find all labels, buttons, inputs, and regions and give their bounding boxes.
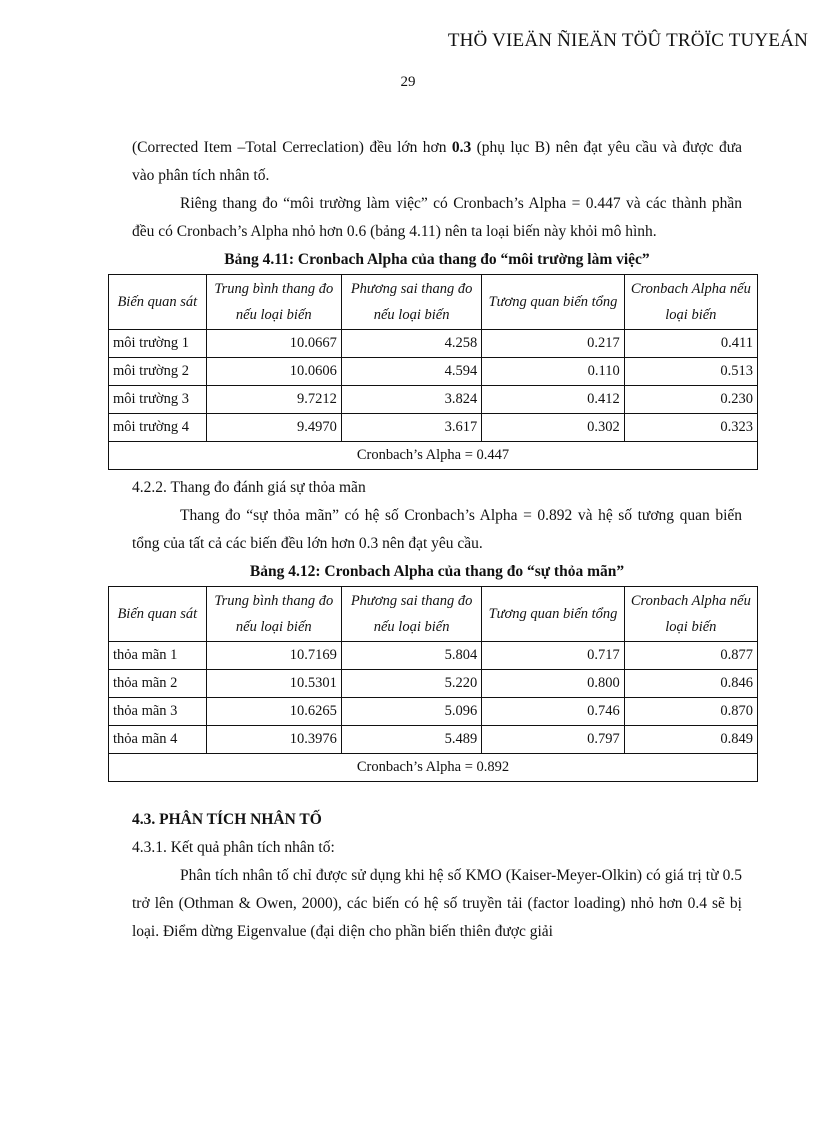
table-row: thỏa mãn 2 10.5301 5.220 0.800 0.846	[109, 670, 758, 698]
cronbach-alpha-total: Cronbach’s Alpha = 0.447	[109, 442, 758, 470]
header-cronbach-alpha: Cronbach Alpha nếu loại biến	[624, 275, 757, 330]
table-header-row	[109, 587, 758, 642]
section-4-3-heading: 4.3. PHÂN TÍCH NHÂN TỐ	[132, 811, 322, 828]
table-row: thỏa mãn 1 10.7169 5.804 0.717 0.877	[109, 642, 758, 670]
header-trung-binh: Trung bình thang đo nếu loại biến	[206, 587, 341, 642]
cronbach-alpha-total: Cronbach’s Alpha = 0.892	[109, 754, 758, 782]
table-row: thỏa mãn 4 10.3976 5.489 0.797 0.849	[109, 726, 758, 754]
table-caption-4-11: Bảng 4.11: Cronbach Alpha của thang đo “môi trường làm việc”	[224, 251, 650, 268]
table-row: môi trường 4 9.4970 3.617 0.302 0.323	[109, 414, 758, 442]
header-bien-quan-sat: Biến quan sát	[109, 275, 207, 330]
table-row: môi trường 1 10.0667 4.258 0.217 0.411	[109, 330, 758, 358]
table-row: thỏa mãn 3 10.6265 5.096 0.746 0.870	[109, 698, 758, 726]
header-bien-quan-sat: Biến quan sát	[109, 587, 207, 642]
table-caption-4-12: Bảng 4.12: Cronbach Alpha của thang đo “sự thỏa mãn”	[249, 563, 625, 580]
table-row: môi trường 3 9.7212 3.824 0.412 0.230	[109, 386, 758, 414]
header-tuong-quan: Tương quan biến tổng	[482, 587, 624, 642]
section-4-2-2: 4.2.2. Thang đo đánh giá sự thỏa mãn	[132, 479, 366, 496]
table-4-12	[108, 586, 758, 782]
bold-threshold: 0.3	[451, 139, 472, 156]
paragraph-kmo: Phân tích nhân tố chỉ được sử dụng khi hệ số KMO (Kaiser-Meyer-Olkin) có giá trị từ 0.5 trở lên (Othman & Owen, 2000), các biến có hệ số truyền tải (factor loading) nhỏ hơn 0.4 sẽ bị loại. Điểm dừng Eigenvalue (đại diện cho phần biến thiên được giải	[132, 867, 742, 940]
paragraph-thoa-man: Thang đo “sự thỏa mãn” có hệ số Cronbach’s Alpha = 0.892 và hệ số tương quan biến tổng của tất cả các biến đều lớn hơn 0.3 nên đạt yêu cầu.	[132, 507, 742, 552]
header-phuong-sai: Phương sai thang đo nếu loại biến	[341, 587, 481, 642]
header-tuong-quan: Tương quan biến tổng	[482, 275, 624, 330]
paragraph-corrected-item: (Corrected Item –Total Cerreclation) đều lớn hơn 0.3 (phụ lục B) nên đạt yêu cầu và được đưa vào phân tích nhân tố.	[132, 139, 742, 184]
page-number: 29	[400, 74, 416, 90]
page-header: THÖ VIEÄN ÑIEÄN TÖÛ TRÖÏC TUYEÁN	[447, 30, 808, 51]
header-trung-binh: Trung bình thang đo nếu loại biến	[206, 275, 341, 330]
table-footer-row	[109, 442, 758, 470]
header-phuong-sai: Phương sai thang đo nếu loại biến	[341, 275, 481, 330]
table-footer-row	[109, 754, 758, 782]
section-4-3-1: 4.3.1. Kết quả phân tích nhân tố:	[132, 839, 335, 856]
document-body	[113, 134, 753, 946]
table-row: môi trường 2 10.0606 4.594 0.110 0.513	[109, 358, 758, 386]
table-4-11	[108, 274, 758, 470]
table-header-row	[109, 275, 758, 330]
paragraph-moi-truong: Riêng thang đo “môi trường làm việc” có Cronbach’s Alpha = 0.447 và các thành phần đều có Cronbach’s Alpha nhỏ hơn 0.6 (bảng 4.11) nên ta loại biến này khỏi mô hình.	[132, 195, 742, 240]
header-cronbach-alpha: Cronbach Alpha nếu loại biến	[624, 587, 757, 642]
